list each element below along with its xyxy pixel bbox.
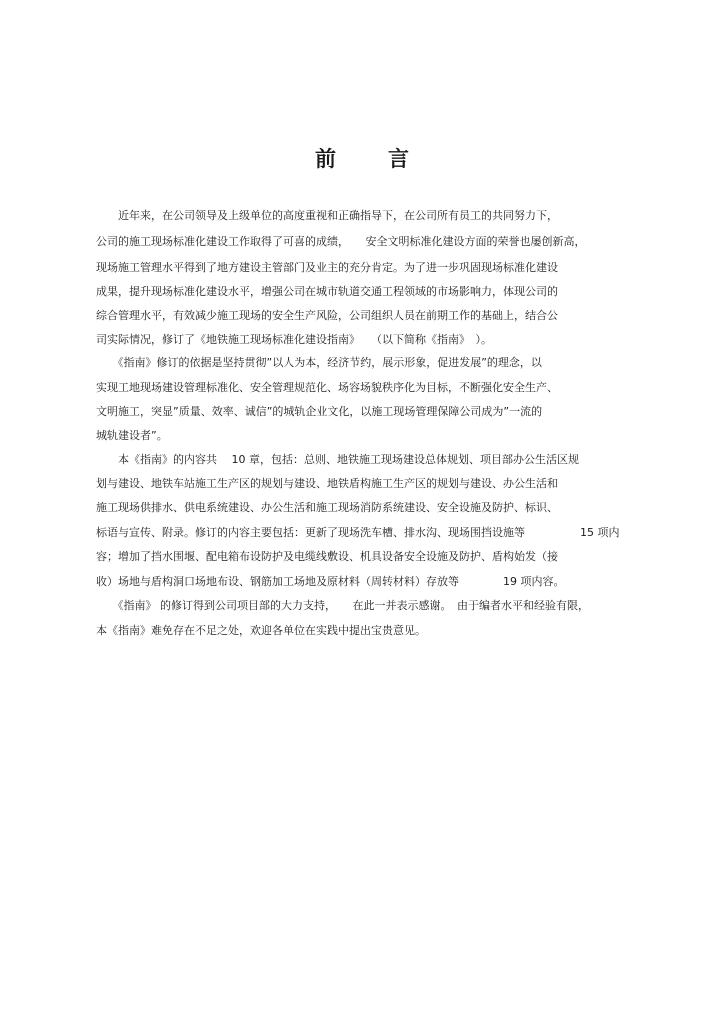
text-line: 划与建设、地铁车站施工生产区的规划与建设、地铁盾构施工生产区的规划与建设、办公生活和 — [96, 477, 558, 490]
title-char-left: 前 — [315, 147, 336, 171]
text-line: 《指南》 的修订得到公司项目部的大力支持， 在此一并表示感谢。 由于编者水平和经验有限， — [96, 599, 589, 612]
text-line: 本《指南》难免存在不足之处，欢迎各单位在实践中提出宝贵意见。 — [96, 624, 426, 637]
text-line: 《指南》修订的依据是坚持贯彻”以人为本，经济节约，展示形象，促进发展”的理念，以 — [96, 356, 542, 369]
text-line: 综合管理水平，有效减少施工现场的安全生产风险，公司组织人员在前期工作的基础上，结合公 — [96, 309, 558, 322]
text-line: 本《指南》的内容共 10 章，包括：总则、地铁施工现场建设总体规划、项目部办公生活区规 — [96, 453, 579, 466]
text-line: 司实际情况，修订了《地铁施工现场标准化建设指南》 （以下简称《指南》 ）。 — [96, 333, 492, 346]
text-line: 施工现场供排水、供电系统建设、办公生活和施工现场消防系统建设、安全设施及防护、标识、 — [96, 501, 558, 514]
text-line: 城轨建设者”。 — [96, 429, 168, 442]
text-line: 近年来，在公司领导及上级单位的高度重视和正确指导下，在公司所有员工的共同努力下， — [96, 209, 558, 222]
text-line: 标语与宣传、附录。修订的内容主要包括：更新了现场洗车槽、排水沟、现场围挡设施等 15 项内 — [96, 526, 620, 539]
text-line: 现场施工管理水平得到了地方建设主管部门及业主的充分肯定。为了进一步巩固现场标准化建设 — [96, 261, 558, 274]
text-line: 文明施工，突显”质量、效率、诚信”的城轨企业文化，以施工现场管理保障公司成为”一流的 — [96, 405, 543, 418]
text-line: 收）场地与盾构洞口场地布设、钢筋加工场地及原材料（周转材料）存放等 19 项内容。 — [96, 575, 565, 588]
page-title — [0, 143, 724, 173]
text-line: 公司的施工现场标准化建设工作取得了可喜的成绩， 安全文明标准化建设方面的荣誉也屡创新高， — [96, 235, 586, 248]
title-char-right: 言 — [388, 147, 409, 171]
text-line: 容；增加了挡水围堰、配电箱布设防护及电缆线敷设、机具设备安全设施及防护、盾构始发（接 — [96, 550, 558, 563]
text-line: 成果，提升现场标准化建设水平，增强公司在城市轨道交通工程领域的市场影响力，体现公司的 — [96, 285, 558, 298]
text-line: 实现工地现场建设管理标准化、安全管理规范化、场容场貌秩序化为目标，不断强化安全生产、 — [96, 381, 558, 394]
